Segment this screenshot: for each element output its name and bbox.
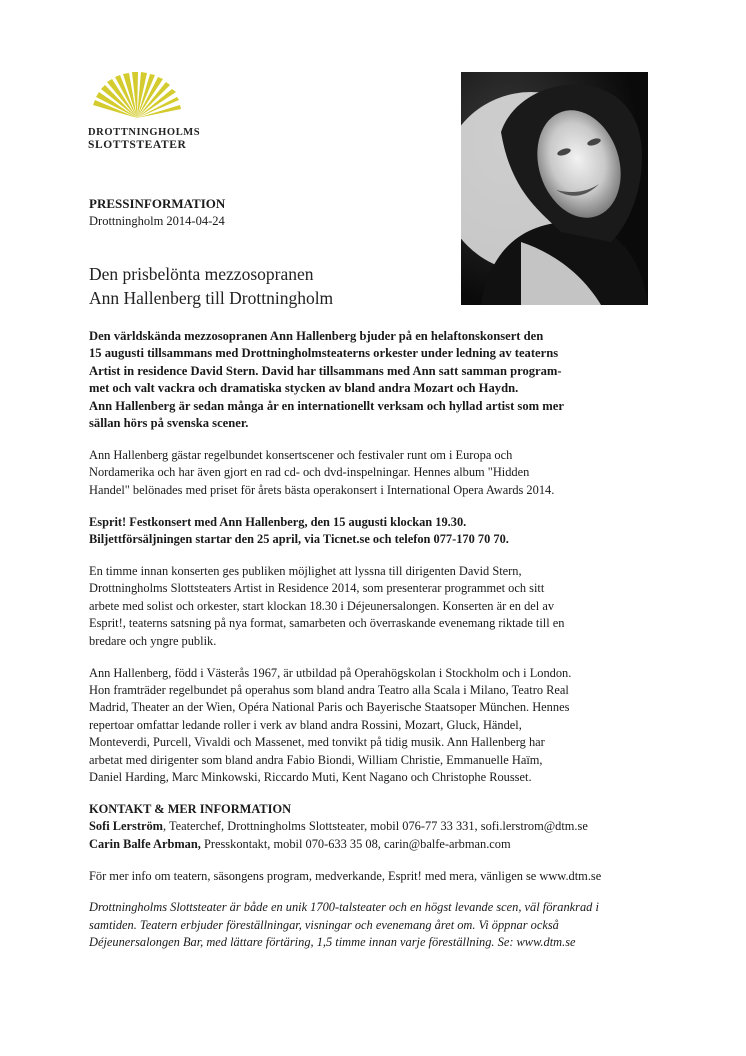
contact-details: , Teaterchef, Drottningholms Slottsteater, mobil 076-77 33 331, sofi.lerstrom@dtm.se	[162, 819, 588, 834]
lead-paragraph	[89, 328, 659, 432]
contact-name: Carin Balfe Arbman,	[89, 836, 201, 851]
fan-icon	[91, 72, 183, 120]
theater-logo	[88, 72, 208, 152]
text-line: Daniel Harding, Marc Minkowski, Riccardo Muti, Kent Nagano och Christophe Rousset.	[89, 769, 532, 784]
logo-text-line1: DROTTNINGHOLMS	[88, 127, 201, 138]
contact-title: KONTAKT & MER INFORMATION	[89, 801, 292, 816]
text-line: Monteverdi, Purcell, Vivaldi och Massenet, med tonvikt på tidig musik. Ann Hallenberg har	[89, 735, 545, 750]
text-line: Biljettförsäljningen startar den 25 april, via Ticnet.se och telefon 077-170 70 70.	[89, 532, 509, 547]
paragraph	[89, 665, 659, 787]
event-info	[89, 514, 659, 549]
text-line: Ann Hallenberg gästar regelbundet konsertscener och festivaler runt om i Europa och	[89, 447, 513, 462]
text-line: Ann Hallenberg, född i Västerås 1967, är utbildad på Operahögskolan i Stockholm och i London.	[89, 665, 572, 680]
paragraph	[89, 563, 659, 650]
text-line: repertoar omfattar ledande roller i verk av bland andra Rossini, Mozart, Gluck, Händel,	[89, 717, 522, 732]
text-line: met och valt vackra och dramatiska stycken av bland andra Mozart och Haydn.	[89, 381, 519, 396]
contact-row	[89, 837, 511, 851]
text-line: Drottningholms Slottsteaters Artist in Residence 2014, som presenterar programmet och sitt	[89, 581, 545, 596]
text-line: arbete med solist och orkester, start klockan 18.30 i Déjeunersalongen. Konserten är en del av	[89, 598, 555, 613]
text-line: samtiden. Teatern erbjuder föreställningar, visningar och evenemang året om. Vi öppnar också	[89, 917, 559, 932]
text-line: En timme innan konserten ges publiken möjlighet att lyssna till dirigenten David Stern,	[89, 563, 522, 578]
contact-section	[89, 801, 659, 853]
headline-line: Ann Hallenberg till Drottningholm	[89, 288, 334, 308]
paragraph	[89, 447, 659, 499]
text-line: arbetat med dirigenter som bland andra Fabio Biondi, William Christie, Emmanuelle Haïm,	[89, 752, 543, 767]
portrait-photo-icon	[461, 72, 648, 305]
text-line: Drottningholms Slottsteater är både en unik 1700-talsteater och en högst levande scen, väl förankrad i	[89, 900, 599, 915]
text-line: Hon framträder regelbundet på operahus som bland andra Teatro alla Scala i Milano, Teatro Real	[89, 682, 569, 697]
text-line: bredare och yngre publik.	[89, 633, 217, 648]
text-line: Déjeunersalongen Bar, med lättare förtäring, 1,5 timme innan varje föreställning. Se: www.dtm.se	[89, 935, 576, 950]
press-header	[89, 196, 225, 229]
contact-row	[89, 819, 588, 833]
contact-name: Sofi Lerström	[89, 819, 163, 834]
more-info: För mer info om teatern, säsongens program, medverkande, Esprit! med mera, vänligen se www.dtm.se	[89, 868, 602, 883]
text-line: Esprit! Festkonsert med Ann Hallenberg, den 15 augusti klockan 19.30.	[89, 514, 467, 529]
text-line: Nordamerika och har även gjort en rad cd- och dvd-inspelningar. Hennes album "Hidden	[89, 465, 530, 480]
text-line: Esprit!, teaterns satsning på nya format, samarbeten och överraskande evenemang riktade till en	[89, 616, 565, 631]
text-line: Ann Hallenberg är sedan många år en internationellt verksam och hyllad artist som mer	[89, 398, 564, 413]
contact-details: Presskontakt, mobil 070-633 35 08, carin@balfe-arbman.com	[200, 836, 511, 851]
headline	[89, 262, 449, 310]
footer-text	[89, 899, 659, 951]
logo-text-line2: SLOTTSTEATER	[88, 139, 187, 151]
headline-line: Den prisbelönta mezzosopranen	[89, 264, 314, 284]
press-date: Drottningholm 2014-04-24	[89, 214, 225, 228]
press-title: PRESSINFORMATION	[89, 196, 226, 211]
text-line: Handel" belönades med priset för årets bästa operakonsert i International Opera Awards 2014.	[89, 482, 555, 497]
text-line: sällan hörs på svenska scener.	[89, 416, 249, 431]
text-line: 15 augusti tillsammans med Drottningholmsteaterns orkester under ledning av teaterns	[89, 346, 559, 361]
text-line: Den världskända mezzosopranen Ann Hallenberg bjuder på en helaftonskonsert den	[89, 329, 544, 343]
article-body	[89, 328, 659, 966]
text-line: Madrid, Theater an der Wien, Opéra National Paris och Bayerische Staatsoper München. Hennes	[89, 700, 570, 715]
portrait-photo	[461, 72, 648, 305]
text-line: Artist in residence David Stern. David har tillsammans med Ann satt samman program-	[89, 363, 562, 378]
